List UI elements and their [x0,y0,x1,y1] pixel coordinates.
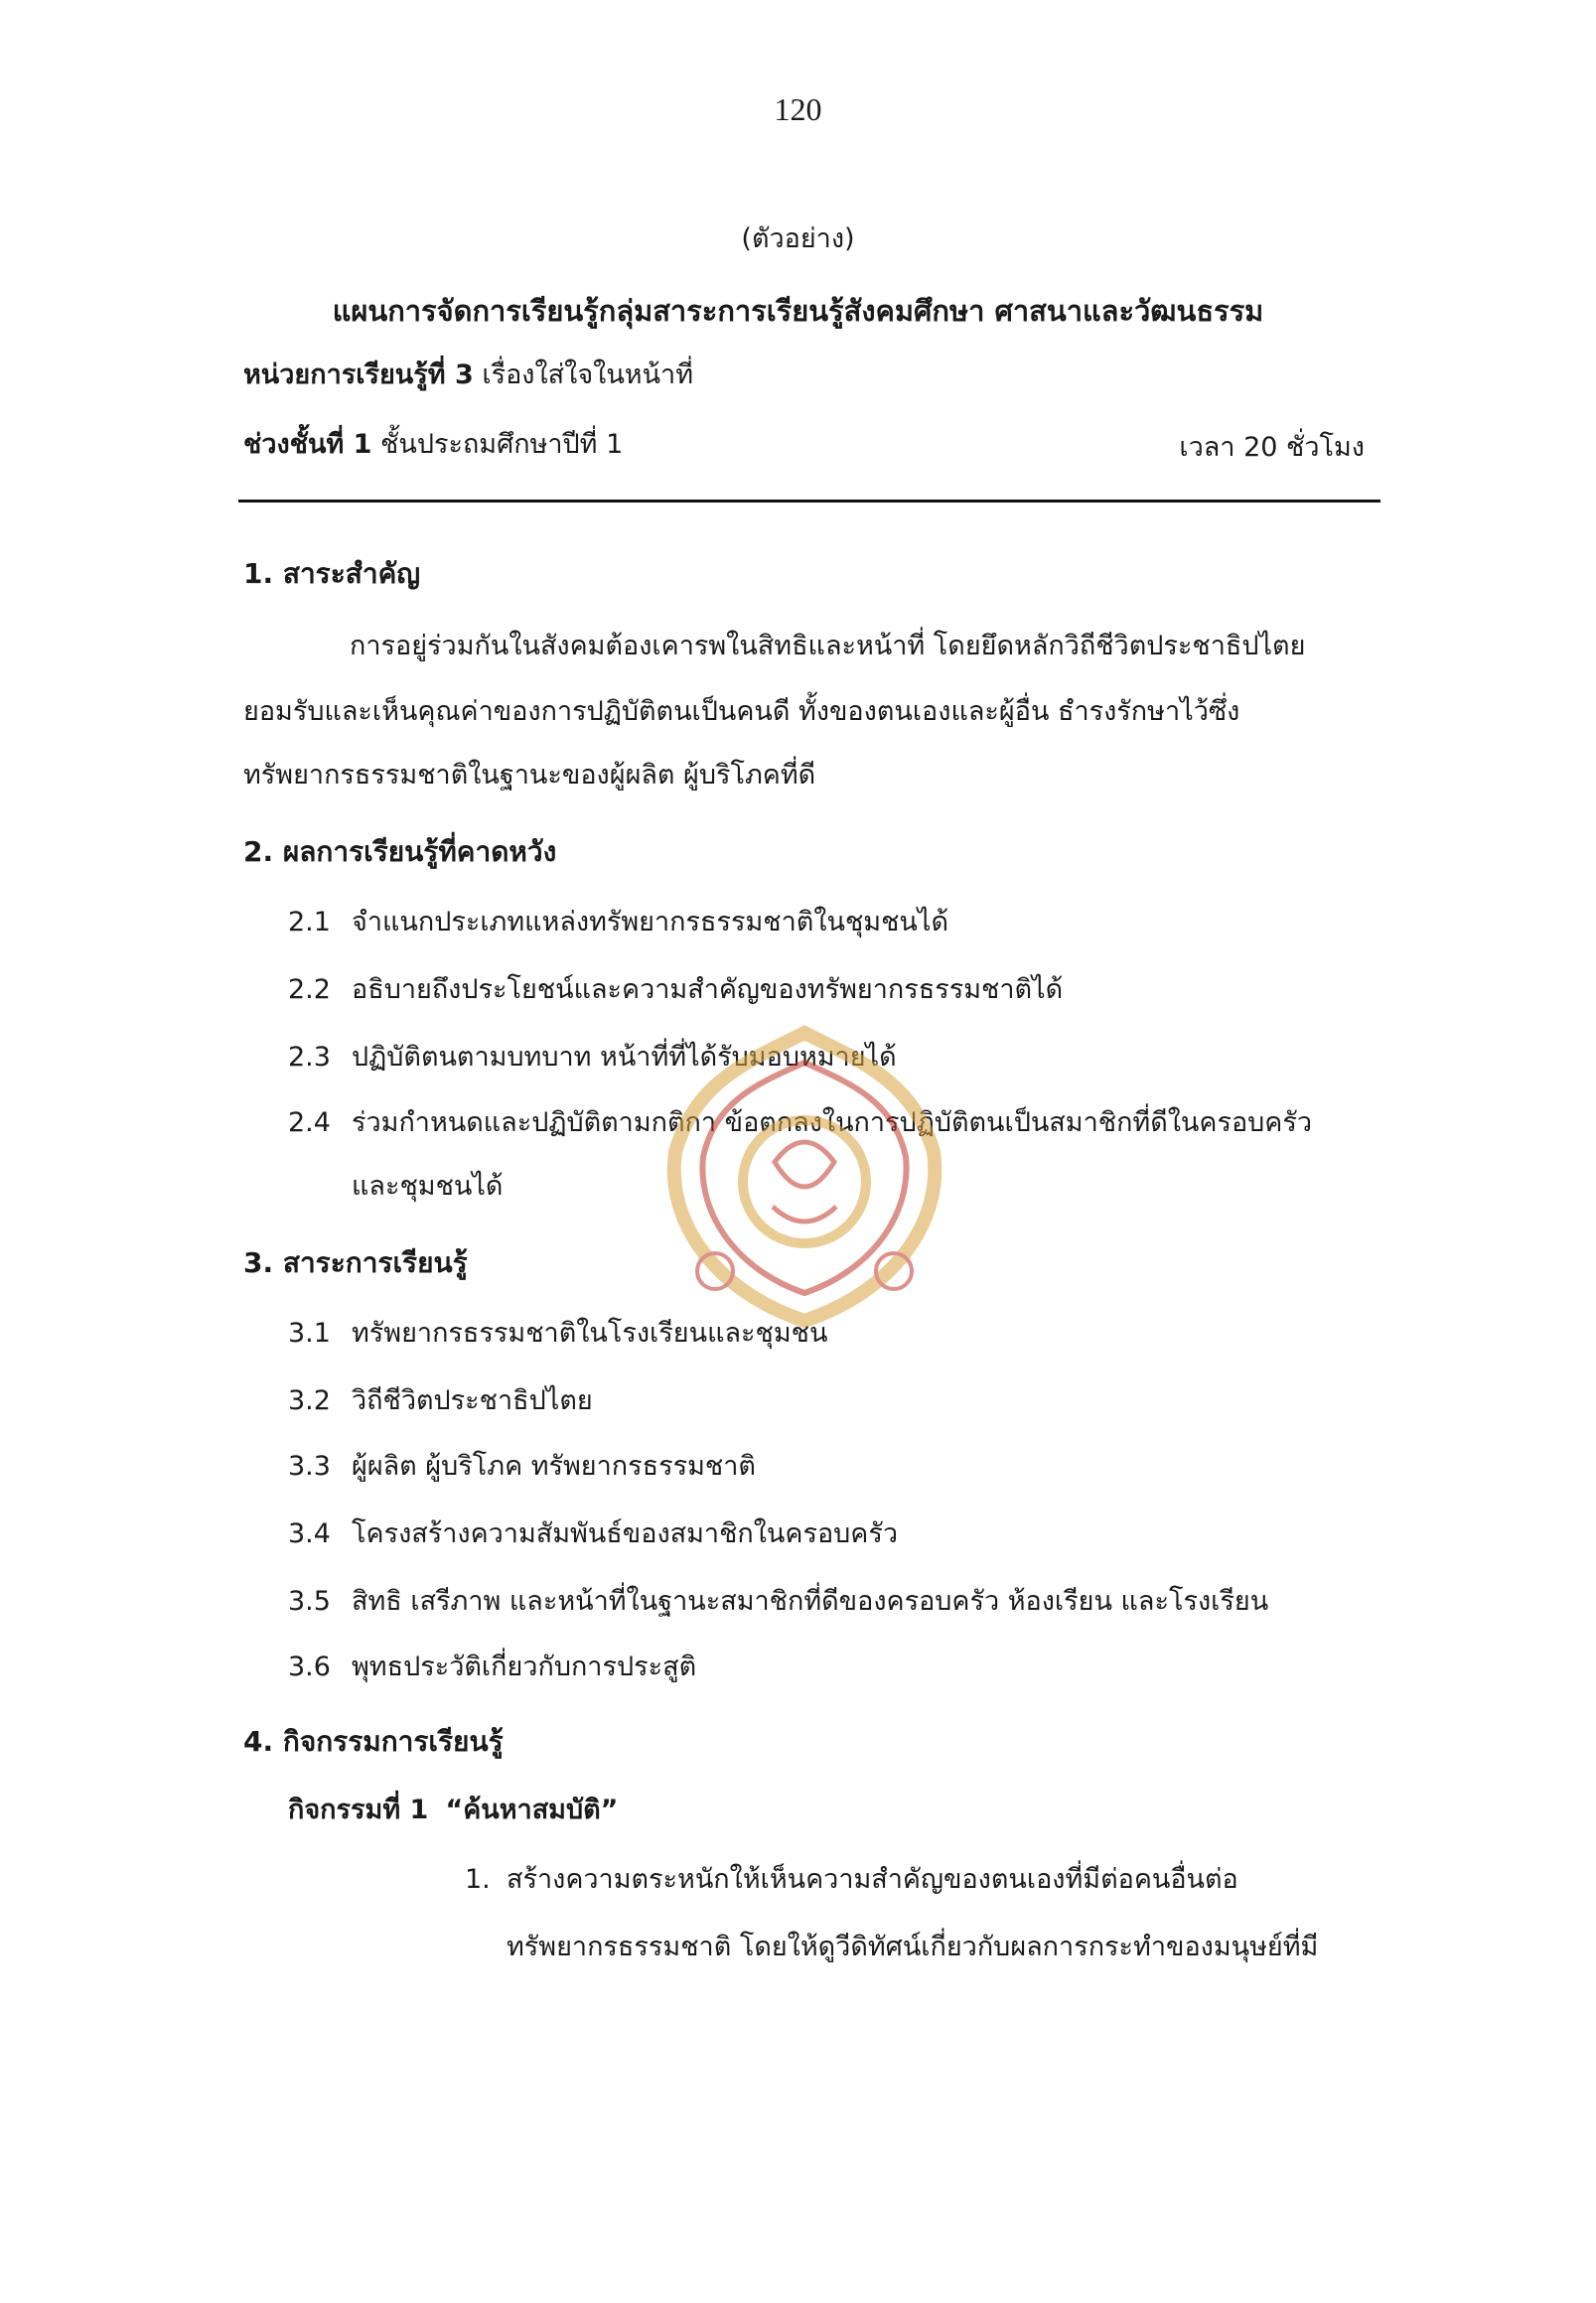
list-item: 2.3 ปฏิบัติตนตามบทบาท หน้าที่ที่ได้รับมอบหมายได้ [288,1042,897,1073]
list-item: 3.4 โครงสร้างความสัมพันธ์ของสมาชิกในครอบครัว [288,1518,899,1549]
list-item: 3.3 ผู้ผลิต ผู้บริโภค ทรัพยากรธรรมชาติ [288,1451,756,1482]
section1-line-2: ยอมรับและเห็นคุณค่าของการปฏิบัติตนเป็นคนดี ทั้งของตนเองและผู้อื่น ธำรงรักษาไว้ซึ่ง [243,696,1240,727]
section1-line-3: ทรัพยากรธรรมชาติในฐานะของผู้ผลิต ผู้บริโภคที่ดี [243,760,816,791]
activity-name: “ค้นหาสมบัติ” [445,1795,619,1825]
unit-label: หน่วยการเรียนรู้ที่ 3 [243,360,474,390]
unit-name: เรื่องใส่ใจในหน้าที่ [482,360,693,390]
step-line-2: ทรัพยากรธรรมชาติ โดยให้ดูวีดิทัศน์เกี่ยวกับผลการกระทำของมนุษย์ที่มี [507,1932,1319,1962]
page-number: 120 [774,91,822,127]
duration: เวลา 20 ชั่วโมง [1179,432,1365,463]
list-item: 3.1 ทรัพยากรธรรมชาติในโรงเรียนและชุมชน [288,1318,828,1349]
level-label: ช่วงชั้นที่ 1 [243,429,372,460]
list-item: 3.2 วิถีชีวิตประชาธิปไตย [288,1385,593,1416]
seal-watermark-icon [655,1023,953,1331]
section1-line-1: การอยู่ร่วมกันในสังคมต้องเคารพในสิทธิและหน้าที่ โดยยึดหลักวิถีชีวิตประชาธิปไตย [350,631,1306,661]
activity-label: กิจกรรมที่ 1 [288,1795,429,1825]
section2-heading: 2. ผลการเรียนรู้ที่คาดหวัง [243,835,557,868]
list-item-continuation: และชุมชนได้ [352,1171,504,1202]
example-label: (ตัวอย่าง) [741,223,855,254]
header-divider [238,500,1380,503]
list-item: 2.1 จำแนกประเภทแหล่งทรัพยากรธรรมชาติในชุมชนได้ [288,907,948,937]
level-name: ชั้นประถมศึกษาปีที่ 1 [380,429,624,460]
list-item: 3.6 พุทธประวัติเกี่ยวกับการประสูติ [288,1652,697,1682]
level-line [243,422,623,465]
list-item: 2.2 อธิบายถึงประโยชน์และความสำคัญของทรัพยากรธรรมชาติได้ [288,974,1064,1005]
step-line-1: 1. สร้างความตระหนักให้เห็นความสำคัญของตนเองที่มีต่อคนอื่นต่อ [465,1864,1238,1895]
section1-heading: 1. สาระสำคัญ [243,557,421,590]
section4-heading: 4. กิจกรรมการเรียนรู้ [243,1725,504,1758]
section3-heading: 3. สาระการเรียนรู้ [243,1246,468,1279]
activity-line [288,1788,618,1830]
plan-title: แผนการจัดการเรียนรู้กลุ่มสาระการเรียนรู้สังคมศึกษา ศาสนาและวัฒนธรรม [332,294,1264,328]
list-item: 2.4 ร่วมกำหนดและปฏิบัติตามกติกา ข้อตกลงในการปฏิบัติตนเป็นสมาชิกที่ดีในครอบครัว [288,1107,1313,1138]
unit-line [243,353,693,395]
list-item: 3.5 สิทธิ เสรีภาพ และหน้าที่ในฐานะสมาชิกที่ดีของครอบครัว ห้องเรียน และโรงเรียน [288,1586,1269,1617]
